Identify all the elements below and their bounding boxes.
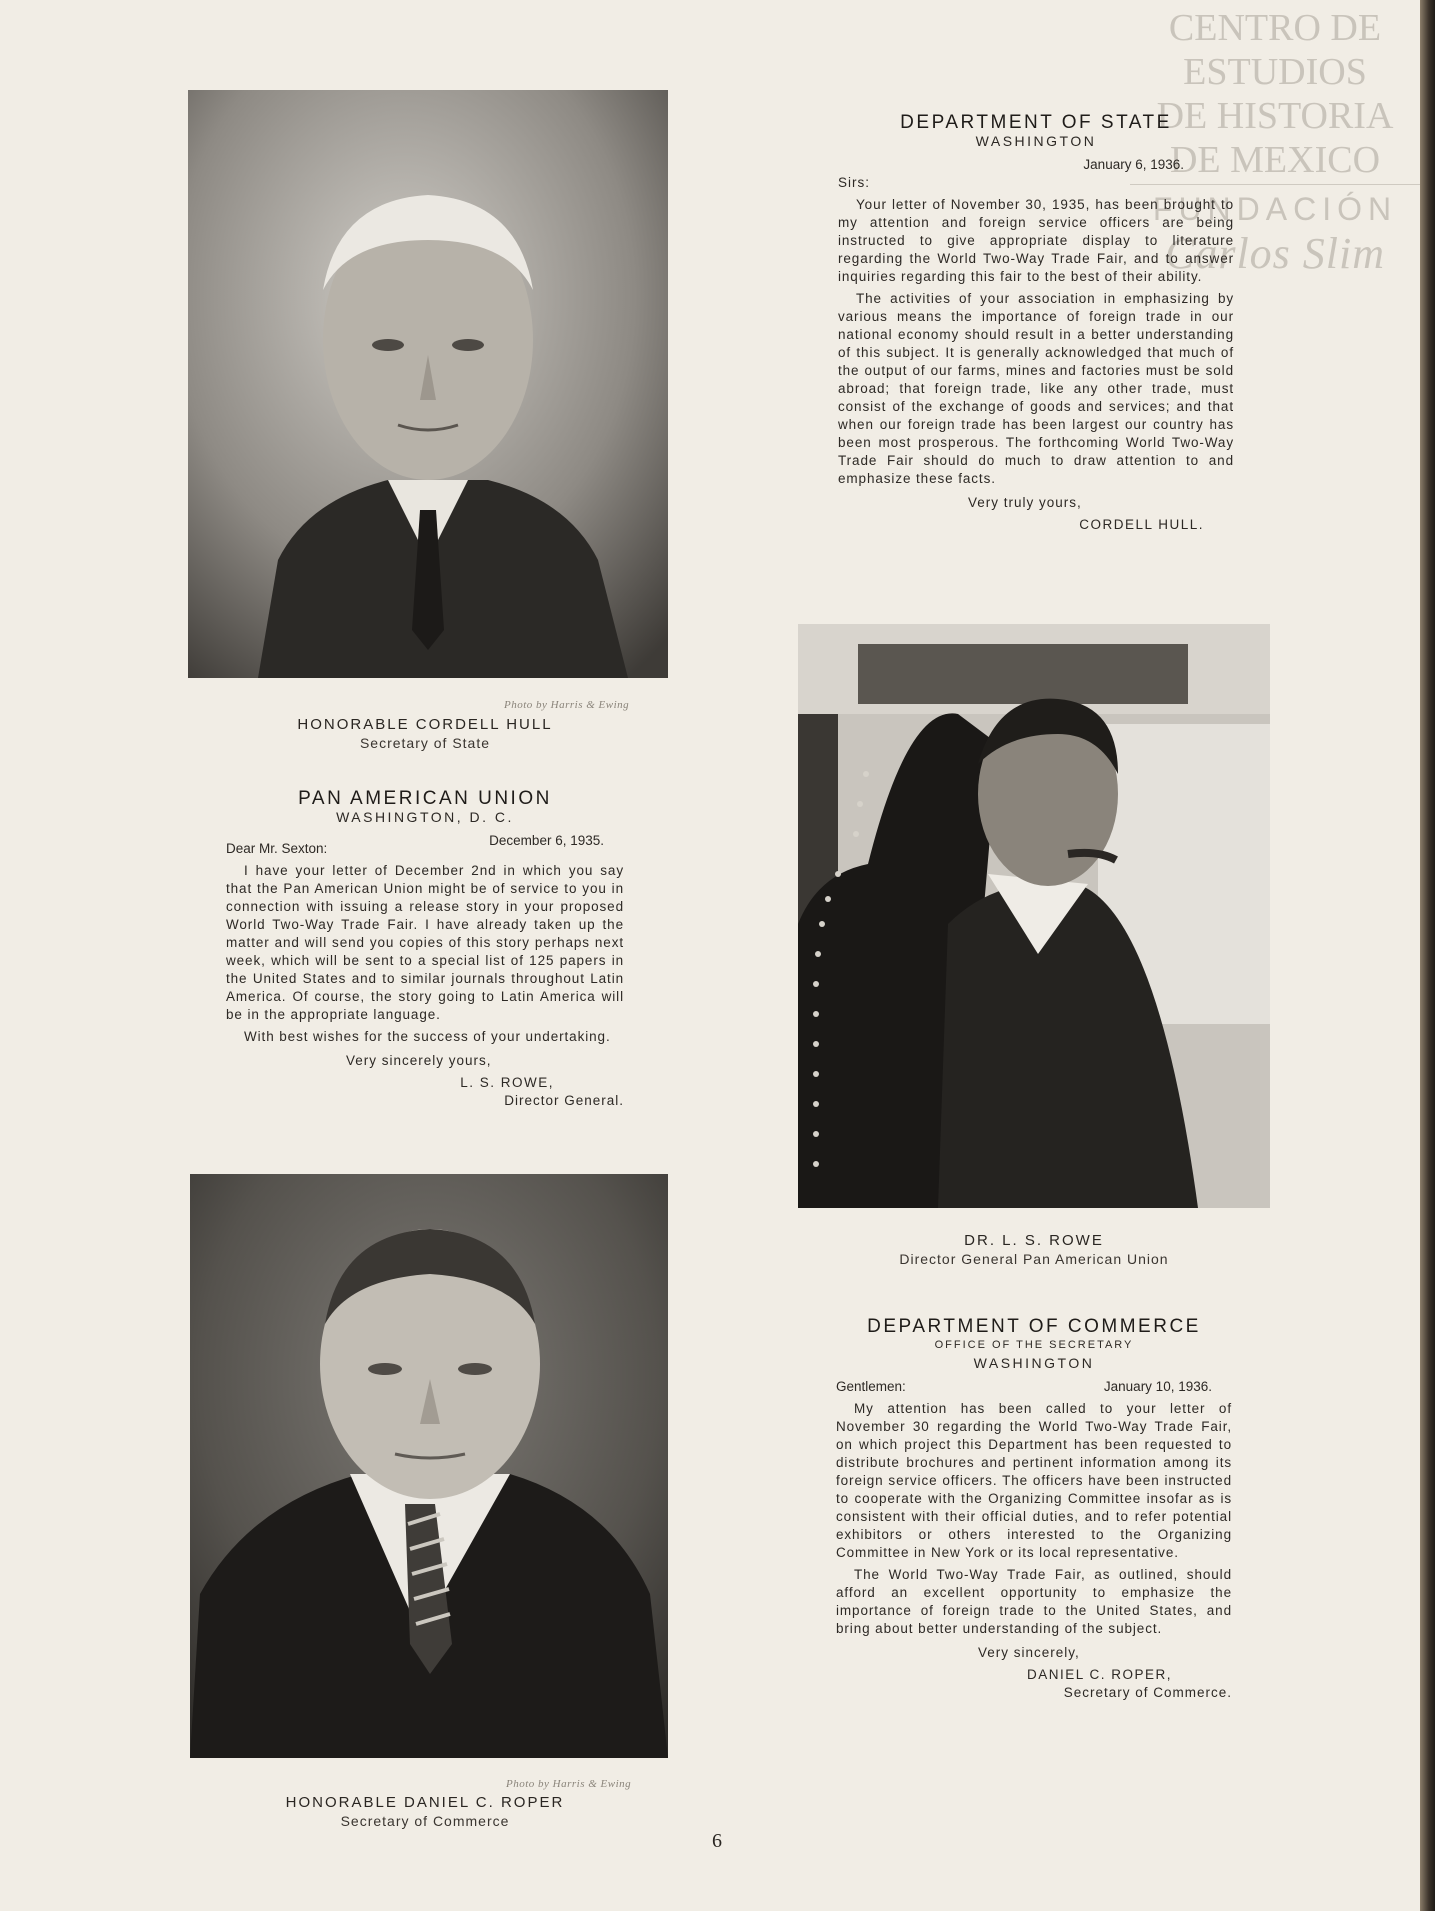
letter-paragraph: With best wishes for the success of your undertaking. [244, 1029, 611, 1044]
letter-paragraph: My attention has been called to your letter of November 30 regarding the World Two-Way Trade Fair, on which project this Department has been requested to distribute brochures and pertinent information among its foreign service officers. The officers have been instructed to cooperate with the Organizing Committee insofar as is consistent with their official duties, and to refer potential exhibitors or others interested to the Organizing Committee in New York or its local representative. [836, 1401, 1232, 1560]
watermark-line: DE MEXICO [1169, 139, 1381, 181]
letter-department-of-commerce [836, 1318, 1232, 1702]
letter-heading: DEPARTMENT OF COMMERCE [867, 1316, 1201, 1337]
letter-dateline [838, 156, 1234, 174]
letter-subheading: OFFICE OF THE SECRETARY [934, 1339, 1134, 1351]
watermark-line: CENTRO DE [1168, 7, 1382, 49]
letter-heading: DEPARTMENT OF STATE [900, 112, 1172, 133]
letter-signer: DANIEL C. ROPER, [1026, 1667, 1172, 1682]
letter-date: January 6, 1936. [1083, 157, 1184, 172]
page-number: 6 [712, 1830, 722, 1852]
letter-city: WASHINGTON, D. C. [336, 809, 514, 825]
caption-daniel-roper [255, 1794, 595, 1829]
letter-date: January 10, 1936. [1103, 1379, 1212, 1394]
caption-role: Director General Pan American Union [899, 1251, 1169, 1267]
letter-pan-american-union [226, 790, 624, 1110]
watermark-line: DE HISTORIA [1156, 95, 1394, 137]
letter-signer: L. S. ROWE, [460, 1075, 554, 1090]
book-spine-edge [1420, 0, 1435, 1911]
caption-name: HONORABLE CORDELL HULL [297, 716, 553, 733]
letter-signer: CORDELL HULL. [1079, 517, 1204, 532]
watermark-signature: Carlos Slim [1164, 229, 1386, 278]
letter-heading: PAN AMERICAN UNION [298, 788, 552, 809]
portrait-illustration [798, 624, 1270, 1208]
letter-salutation: Sirs: [838, 175, 870, 190]
letter-signer-title: Director General. [504, 1093, 624, 1108]
letter-dateline [226, 832, 624, 858]
photo-credit: Photo by Harris & Ewing [504, 699, 630, 711]
portrait-illustration [188, 90, 668, 678]
letter-city: WASHINGTON [973, 1355, 1095, 1371]
letter-paragraph: I have your letter of December 2nd in which you say that the Pan American Union might be of service to you in connection with issuing a release story in your proposed World Two-Way Trade Fair. I have already taken up the matter and will send you copies of this story perhaps next week, which will be sent to a special list of 125 papers in the United States and to similar journals throughout Latin America. Of course, the story going to Latin America will be in the appropriate language. [226, 863, 624, 1022]
letter-signer-title: Secretary of Commerce. [1063, 1685, 1232, 1700]
letter-dateline [836, 1378, 1232, 1396]
letter-salutation: Dear Mr. Sexton: [226, 841, 328, 856]
caption-ls-rowe [864, 1232, 1204, 1267]
letter-closing: Very sincerely, [978, 1645, 1080, 1660]
caption-name: DR. L. S. ROWE [964, 1232, 1104, 1249]
caption-name: HONORABLE DANIEL C. ROPER [285, 1794, 565, 1811]
watermark-line: ESTUDIOS [1183, 51, 1367, 93]
letter-salutation: Gentlemen: [836, 1379, 906, 1394]
portrait-illustration [190, 1174, 668, 1758]
photo-ls-rowe [798, 624, 1270, 1208]
caption-cordell-hull [255, 716, 595, 751]
letter-city: WASHINGTON [975, 133, 1097, 149]
letter-date: December 6, 1935. [489, 833, 604, 848]
letter-paragraph: The activities of your association in emphasizing by various means the importance of foreign trade in our national economy should result in a better understanding of this subject. It is generally acknowledged that much of the output of our farms, mines and factories must be sold abroad; that foreign trade, like any other trade, must consist of the exchange of goods and services; and that when our foreign trade has been largest our country has been most prosperous. The forthcoming World Two-Way Trade Fair should do much to draw attention to and emphasize these facts. [838, 291, 1234, 486]
letter-closing: Very sincerely yours, [346, 1053, 492, 1068]
photo-credit: Photo by Harris & Ewing [506, 1778, 632, 1790]
caption-role: Secretary of Commerce [340, 1813, 510, 1829]
letter-paragraph: The World Two-Way Trade Fair, as outlined, should afford an excellent opportunity to emphasize the importance of foreign trade to the United States, and bring about better understanding of the subject. [836, 1567, 1232, 1636]
letter-paragraph: Your letter of November 30, 1935, has been brought to my attention and foreign service officers are being instructed to give appropriate display to literature regarding the World Two-Way Trade Fair, and to answer inquiries regarding this fair to the best of their ability. [838, 197, 1234, 284]
letter-department-of-state [838, 114, 1234, 534]
caption-role: Secretary of State [359, 735, 491, 751]
watermark-fundacion: FUNDACIÓN [1152, 191, 1398, 227]
photo-cordell-hull [188, 90, 668, 678]
photo-daniel-roper [190, 1174, 668, 1758]
letter-closing: Very truly yours, [968, 495, 1082, 510]
